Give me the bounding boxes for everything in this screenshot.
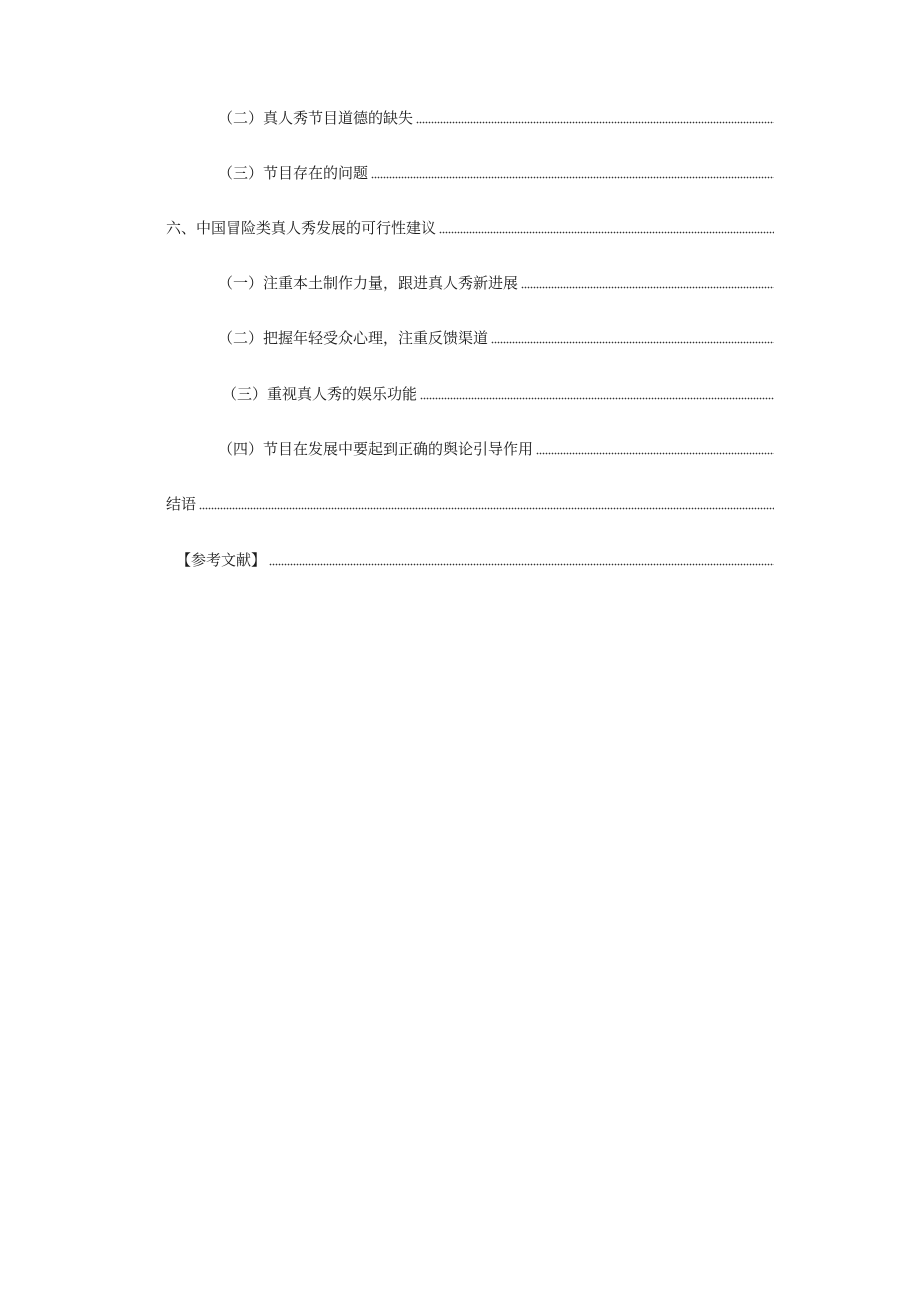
dot-leader [269, 562, 774, 567]
toc-entry-title: （三）节目存在的问题 [218, 164, 369, 182]
toc-entry-conclusion [166, 492, 774, 514]
toc-entry-title: （二）把握年轻受众心理，注重反馈渠道 [218, 329, 489, 347]
toc-entry-title: （三）重视真人秀的娱乐功能 [222, 385, 418, 403]
dot-leader [420, 396, 774, 401]
toc-entry-2-3 [218, 161, 774, 183]
toc-entry-title: （二）真人秀节目道德的缺失 [218, 109, 414, 127]
dot-leader [491, 340, 774, 345]
dot-leader [439, 230, 774, 235]
toc-entry-title: （一）注重本土制作力量，跟进真人秀新进展 [218, 274, 519, 292]
dot-leader [416, 120, 774, 125]
toc-entry-6-3 [222, 382, 774, 404]
toc-entry-6-2 [218, 326, 774, 348]
toc-entry-6-4 [218, 437, 774, 459]
dot-leader [536, 451, 774, 456]
toc-entry-title: 结语 [166, 495, 197, 513]
toc-entry-title: （四）节目在发展中要起到正确的舆论引导作用 [218, 440, 534, 458]
dot-leader [199, 506, 774, 511]
toc-entry-2-2 [218, 106, 774, 128]
toc-entry-6-1 [218, 271, 774, 293]
dot-leader [521, 285, 774, 290]
toc-entry-references [176, 548, 774, 570]
toc-entry-title: 【参考文献】 [176, 551, 267, 569]
dot-leader [371, 175, 774, 180]
toc-entry-section-6 [166, 216, 774, 238]
toc-entry-title: 六、中国冒险类真人秀发展的可行性建议 [166, 219, 437, 237]
